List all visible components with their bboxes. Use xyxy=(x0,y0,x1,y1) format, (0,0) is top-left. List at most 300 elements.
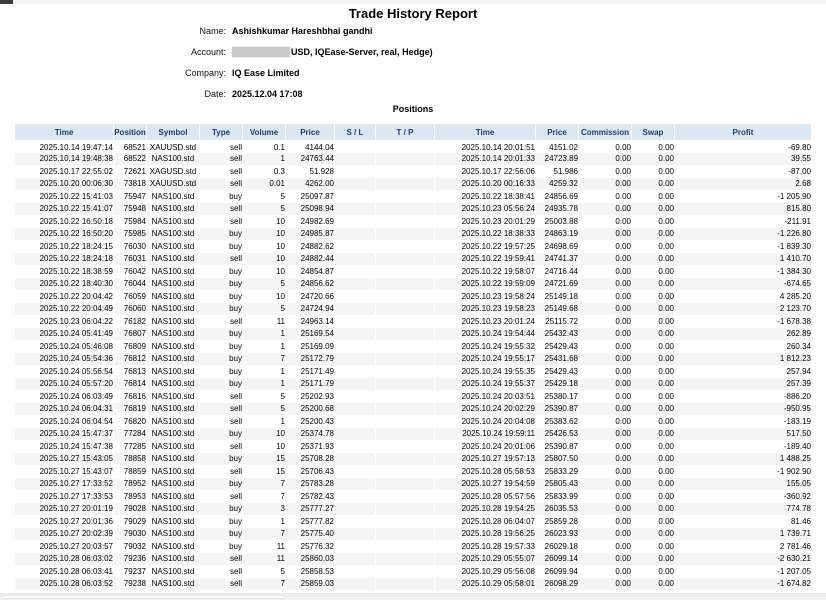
cell-type: buy xyxy=(200,190,242,203)
cell-tp xyxy=(376,578,434,591)
horizontal-scrollbar[interactable] xyxy=(0,594,826,600)
cell-volume: 1 xyxy=(243,515,285,528)
cell-swap: 0.00 xyxy=(632,265,674,278)
cell-sl xyxy=(335,278,375,291)
cell-price-close: 26099.94 xyxy=(536,565,578,578)
cell-position: 78859 xyxy=(114,465,146,478)
cell-time-close: 2025.10.28 06:04:07 xyxy=(435,515,535,528)
cell-price-open: 25706.43 xyxy=(286,465,334,478)
cell-swap: 0.00 xyxy=(632,290,674,303)
cell-time-close: 2025.10.24 19:55:35 xyxy=(435,365,535,378)
column-header-commission: Commission xyxy=(579,124,631,140)
cell-volume: 10 xyxy=(243,240,285,253)
cell-price-close: 25429.43 xyxy=(536,340,578,353)
cell-swap: 0.00 xyxy=(632,440,674,453)
cell-time-open: 2025.10.22 18:40:30 xyxy=(15,278,113,291)
cell-position: 76819 xyxy=(114,403,146,416)
cell-tp xyxy=(376,353,434,366)
cell-time-open: 2025.10.24 05:54:36 xyxy=(15,353,113,366)
cell-volume: 1 xyxy=(243,340,285,353)
column-header-position: Position xyxy=(114,124,146,140)
cell-price-close: 25390.87 xyxy=(536,440,578,453)
cell-type: buy xyxy=(200,303,242,316)
cell-tp xyxy=(376,315,434,328)
cell-sl xyxy=(335,340,375,353)
cell-time-close: 2025.10.23 19:58:23 xyxy=(435,303,535,316)
cell-sl xyxy=(335,453,375,466)
cell-swap: 0.00 xyxy=(632,165,674,178)
cell-position: 79236 xyxy=(114,553,146,566)
cell-sl xyxy=(335,253,375,266)
cell-sl xyxy=(335,328,375,341)
table-row xyxy=(15,390,811,403)
cell-price-close: 24856.69 xyxy=(536,190,578,203)
cell-position: 79032 xyxy=(114,540,146,553)
cell-volume: 1 xyxy=(243,378,285,391)
table-row xyxy=(15,415,811,428)
cell-tp xyxy=(376,365,434,378)
table-row xyxy=(15,478,811,491)
cell-profit: -1 839.30 xyxy=(675,240,811,253)
cell-tp xyxy=(376,403,434,416)
cell-volume: 5 xyxy=(243,390,285,403)
table-row xyxy=(15,378,811,391)
cell-time-open: 2025.10.24 15:47:38 xyxy=(15,440,113,453)
cell-sl xyxy=(335,153,375,166)
cell-type: sell xyxy=(200,178,242,191)
cell-profit: 4 285.20 xyxy=(675,290,811,303)
meta-row-company xyxy=(0,62,826,83)
table-row xyxy=(15,278,811,291)
cell-volume: 5 xyxy=(243,303,285,316)
cell-symbol: XAGUSD.std xyxy=(147,165,199,178)
cell-volume: 10 xyxy=(243,290,285,303)
cell-tp xyxy=(376,453,434,466)
cell-time-close: 2025.10.27 19:54:59 xyxy=(435,478,535,491)
cell-symbol: NAS100.std xyxy=(147,303,199,316)
cell-position: 76030 xyxy=(114,240,146,253)
table-row xyxy=(15,315,811,328)
cell-tp xyxy=(376,515,434,528)
cell-time-open: 2025.10.22 16:50:18 xyxy=(15,215,113,228)
cell-time-close: 2025.10.24 19:55:32 xyxy=(435,340,535,353)
cell-price-close: 26023.93 xyxy=(536,528,578,541)
cell-time-open: 2025.10.27 15:43:07 xyxy=(15,465,113,478)
cell-time-open: 2025.10.17 22:55:02 xyxy=(15,165,113,178)
cell-profit: 257.94 xyxy=(675,365,811,378)
cell-price-open: 24963.14 xyxy=(286,315,334,328)
top-edge-dark-segment xyxy=(0,0,13,4)
cell-profit: -360.92 xyxy=(675,490,811,503)
cell-type: buy xyxy=(200,453,242,466)
cell-swap: 0.00 xyxy=(632,140,674,153)
cell-symbol: NAS100.std xyxy=(147,265,199,278)
cell-price-open: 24982.69 xyxy=(286,215,334,228)
cell-price-open: 24856.62 xyxy=(286,278,334,291)
cell-commission: 0.00 xyxy=(579,228,631,241)
cell-profit: -211.91 xyxy=(675,215,811,228)
cell-sl xyxy=(335,515,375,528)
cell-symbol: NAS100.std xyxy=(147,228,199,241)
cell-sl xyxy=(335,440,375,453)
cell-commission: 0.00 xyxy=(579,353,631,366)
cell-price-close: 25807.50 xyxy=(536,453,578,466)
meta-row-date xyxy=(0,83,826,104)
cell-sl xyxy=(335,240,375,253)
cell-volume: 11 xyxy=(243,540,285,553)
cell-tp xyxy=(376,528,434,541)
cell-sl xyxy=(335,140,375,153)
cell-tp xyxy=(376,565,434,578)
column-header-time-open: Time xyxy=(15,124,113,140)
cell-profit: 1 488.25 xyxy=(675,453,811,466)
cell-time-open: 2025.10.14 19:48:38 xyxy=(15,153,113,166)
cell-profit: -1 902.90 xyxy=(675,465,811,478)
cell-swap: 0.00 xyxy=(632,503,674,516)
cell-time-close: 2025.10.22 19:59:09 xyxy=(435,278,535,291)
cell-time-open: 2025.10.28 06:03:02 xyxy=(15,553,113,566)
cell-price-close: 24863.19 xyxy=(536,228,578,241)
cell-swap: 0.00 xyxy=(632,428,674,441)
cell-tp xyxy=(376,190,434,203)
cell-sl xyxy=(335,465,375,478)
cell-time-close: 2025.10.23 19:58:24 xyxy=(435,290,535,303)
cell-time-close: 2025.10.20 00:16:33 xyxy=(435,178,535,191)
cell-position: 78953 xyxy=(114,490,146,503)
cell-tp xyxy=(376,428,434,441)
cell-price-close: 24935.78 xyxy=(536,203,578,216)
cell-type: sell xyxy=(200,440,242,453)
cell-type: buy xyxy=(200,290,242,303)
column-header-volume: Volume xyxy=(243,124,285,140)
cell-commission: 0.00 xyxy=(579,528,631,541)
cell-time-open: 2025.10.22 18:24:18 xyxy=(15,253,113,266)
cell-profit: 2 123.70 xyxy=(675,303,811,316)
cell-tp xyxy=(376,490,434,503)
cell-volume: 10 xyxy=(243,265,285,278)
table-row xyxy=(15,190,811,203)
cell-swap: 0.00 xyxy=(632,278,674,291)
table-row xyxy=(15,165,811,178)
cell-position: 77284 xyxy=(114,428,146,441)
cell-swap: 0.00 xyxy=(632,540,674,553)
cell-commission: 0.00 xyxy=(579,190,631,203)
cell-price-close: 51.986 xyxy=(536,165,578,178)
cell-price-open: 25374.78 xyxy=(286,428,334,441)
cell-commission: 0.00 xyxy=(579,265,631,278)
cell-price-close: 25426.53 xyxy=(536,428,578,441)
cell-sl xyxy=(335,178,375,191)
cell-swap: 0.00 xyxy=(632,228,674,241)
cell-commission: 0.00 xyxy=(579,478,631,491)
cell-commission: 0.00 xyxy=(579,440,631,453)
cell-price-open: 24763.44 xyxy=(286,153,334,166)
cell-symbol: NAS100.std xyxy=(147,565,199,578)
cell-commission: 0.00 xyxy=(579,578,631,591)
cell-price-close: 25431.68 xyxy=(536,353,578,366)
cell-symbol: NAS100.std xyxy=(147,328,199,341)
cell-time-open: 2025.10.20 00:06:30 xyxy=(15,178,113,191)
cell-time-close: 2025.10.24 20:02:29 xyxy=(435,403,535,416)
cell-tp xyxy=(376,478,434,491)
cell-symbol: NAS100.std xyxy=(147,153,199,166)
cell-time-close: 2025.10.17 22:56:06 xyxy=(435,165,535,178)
cell-price-open: 24882.62 xyxy=(286,240,334,253)
cell-price-open: 51.928 xyxy=(286,165,334,178)
cell-commission: 0.00 xyxy=(579,290,631,303)
cell-type: buy xyxy=(200,328,242,341)
table-row xyxy=(15,540,811,553)
table-row xyxy=(15,553,811,566)
cell-type: buy xyxy=(200,353,242,366)
cell-position: 75947 xyxy=(114,190,146,203)
table-row xyxy=(15,265,811,278)
cell-price-close: 25833.99 xyxy=(536,490,578,503)
cell-price-close: 25383.62 xyxy=(536,415,578,428)
cell-symbol: NAS100.std xyxy=(147,253,199,266)
cell-commission: 0.00 xyxy=(579,140,631,153)
cell-volume: 10 xyxy=(243,228,285,241)
cell-time-close: 2025.10.14 20:01:33 xyxy=(435,153,535,166)
cell-swap: 0.00 xyxy=(632,553,674,566)
column-header-tp: T / P xyxy=(376,124,434,140)
cell-sl xyxy=(335,478,375,491)
cell-price-close: 24698.69 xyxy=(536,240,578,253)
report-meta xyxy=(0,20,826,104)
cell-price-open: 25708.28 xyxy=(286,453,334,466)
table-row xyxy=(15,240,811,253)
table-row xyxy=(15,503,811,516)
cell-sl xyxy=(335,290,375,303)
cell-type: sell xyxy=(200,315,242,328)
cell-time-close: 2025.10.22 18:38:41 xyxy=(435,190,535,203)
cell-tp xyxy=(376,228,434,241)
cell-type: sell xyxy=(200,490,242,503)
cell-sl xyxy=(335,215,375,228)
column-header-symbol: Symbol xyxy=(147,124,199,140)
column-header-price-close: Price xyxy=(536,124,578,140)
cell-type: buy xyxy=(200,540,242,553)
cell-time-close: 2025.10.24 20:01:06 xyxy=(435,440,535,453)
cell-profit: 2.68 xyxy=(675,178,811,191)
cell-tp xyxy=(376,465,434,478)
cell-time-close: 2025.10.29 05:56:08 xyxy=(435,565,535,578)
cell-volume: 11 xyxy=(243,553,285,566)
cell-time-close: 2025.10.28 19:54:25 xyxy=(435,503,535,516)
cell-sl xyxy=(335,540,375,553)
cell-volume: 0.3 xyxy=(243,165,285,178)
meta-row-account xyxy=(0,41,826,62)
cell-tp xyxy=(376,503,434,516)
cell-volume: 7 xyxy=(243,528,285,541)
cell-time-open: 2025.10.28 06:03:52 xyxy=(15,578,113,591)
cell-profit: 2 781.46 xyxy=(675,540,811,553)
cell-symbol: NAS100.std xyxy=(147,503,199,516)
cell-price-close: 24716.44 xyxy=(536,265,578,278)
cell-tp xyxy=(376,440,434,453)
name-label: Name: xyxy=(199,25,226,36)
cell-time-open: 2025.10.27 20:03:57 xyxy=(15,540,113,553)
cell-time-close: 2025.10.29 05:55:07 xyxy=(435,553,535,566)
cell-symbol: NAS100.std xyxy=(147,203,199,216)
cell-profit: -1 678.38 xyxy=(675,315,811,328)
cell-price-open: 25172.79 xyxy=(286,353,334,366)
table-row xyxy=(15,253,811,266)
cell-sl xyxy=(335,303,375,316)
cell-type: buy xyxy=(200,515,242,528)
table-row xyxy=(15,303,811,316)
cell-sl xyxy=(335,415,375,428)
cell-price-open: 25775.40 xyxy=(286,528,334,541)
cell-tp xyxy=(376,240,434,253)
cell-symbol: NAS100.std xyxy=(147,190,199,203)
cell-position: 79237 xyxy=(114,565,146,578)
cell-type: sell xyxy=(200,153,242,166)
column-header-profit: Profit xyxy=(675,124,811,140)
table-header-row xyxy=(15,124,811,140)
cell-position: 76807 xyxy=(114,328,146,341)
cell-sl xyxy=(335,315,375,328)
cell-time-open: 2025.10.24 15:47:37 xyxy=(15,428,113,441)
cell-sl xyxy=(335,528,375,541)
cell-profit: -1 384.30 xyxy=(675,265,811,278)
cell-commission: 0.00 xyxy=(579,378,631,391)
cell-type: sell xyxy=(200,215,242,228)
cell-symbol: NAS100.std xyxy=(147,465,199,478)
cell-swap: 0.00 xyxy=(632,415,674,428)
meta-row-name xyxy=(0,20,826,41)
cell-time-open: 2025.10.27 17:33:52 xyxy=(15,478,113,491)
cell-time-close: 2025.10.22 19:57:25 xyxy=(435,240,535,253)
cell-sl xyxy=(335,203,375,216)
cell-price-open: 25777.82 xyxy=(286,515,334,528)
cell-tp xyxy=(376,165,434,178)
cell-time-close: 2025.10.24 19:55:17 xyxy=(435,353,535,366)
table-row xyxy=(15,365,811,378)
cell-sl xyxy=(335,403,375,416)
cell-type: buy xyxy=(200,503,242,516)
cell-sl xyxy=(335,390,375,403)
cell-tp xyxy=(376,215,434,228)
cell-sl xyxy=(335,553,375,566)
column-header-time-close: Time xyxy=(435,124,535,140)
cell-type: sell xyxy=(200,553,242,566)
cell-profit: -183.19 xyxy=(675,415,811,428)
cell-commission: 0.00 xyxy=(579,540,631,553)
cell-position: 68521 xyxy=(114,140,146,153)
cell-price-open: 25098.94 xyxy=(286,203,334,216)
cell-volume: 15 xyxy=(243,465,285,478)
account-number-redaction xyxy=(232,47,290,57)
cell-tp xyxy=(376,553,434,566)
cell-symbol: NAS100.std xyxy=(147,415,199,428)
table-row xyxy=(15,353,811,366)
cell-price-close: 25149.18 xyxy=(536,290,578,303)
cell-time-close: 2025.10.23 20:01:24 xyxy=(435,315,535,328)
cell-price-open: 25783.28 xyxy=(286,478,334,491)
cell-commission: 0.00 xyxy=(579,253,631,266)
cell-commission: 0.00 xyxy=(579,553,631,566)
cell-volume: 1 xyxy=(243,153,285,166)
cell-price-close: 25429.43 xyxy=(536,365,578,378)
cell-volume: 0.01 xyxy=(243,178,285,191)
cell-swap: 0.00 xyxy=(632,353,674,366)
cell-sl xyxy=(335,165,375,178)
cell-sl xyxy=(335,578,375,591)
account-value xyxy=(232,47,433,57)
cell-swap: 0.00 xyxy=(632,565,674,578)
cell-time-open: 2025.10.24 05:57:20 xyxy=(15,378,113,391)
cell-swap: 0.00 xyxy=(632,390,674,403)
cell-time-close: 2025.10.27 19:57:13 xyxy=(435,453,535,466)
cell-time-close: 2025.10.28 05:57:56 xyxy=(435,490,535,503)
cell-price-open: 25371.93 xyxy=(286,440,334,453)
positions-table xyxy=(14,124,812,590)
cell-symbol: NAS100.std xyxy=(147,478,199,491)
cell-swap: 0.00 xyxy=(632,203,674,216)
cell-commission: 0.00 xyxy=(579,565,631,578)
cell-time-close: 2025.10.24 20:03:51 xyxy=(435,390,535,403)
table-body xyxy=(15,140,811,590)
cell-position: 75984 xyxy=(114,215,146,228)
cell-sl xyxy=(335,490,375,503)
cell-time-open: 2025.10.22 18:24:15 xyxy=(15,240,113,253)
cell-time-close: 2025.10.22 18:38:33 xyxy=(435,228,535,241)
cell-volume: 0.1 xyxy=(243,140,285,153)
cell-sl xyxy=(335,503,375,516)
cell-volume: 5 xyxy=(243,203,285,216)
cell-profit: -1 205.90 xyxy=(675,190,811,203)
cell-volume: 5 xyxy=(243,190,285,203)
cell-type: buy xyxy=(200,378,242,391)
cell-type: buy xyxy=(200,228,242,241)
cell-type: sell xyxy=(200,465,242,478)
cell-sl xyxy=(335,565,375,578)
cell-profit: -1 674.82 xyxy=(675,578,811,591)
horizontal-scrollbar-thumb[interactable] xyxy=(1,595,285,599)
cell-time-open: 2025.10.27 17:33:53 xyxy=(15,490,113,503)
cell-type: buy xyxy=(200,278,242,291)
cell-symbol: NAS100.std xyxy=(147,215,199,228)
cell-symbol: NAS100.std xyxy=(147,315,199,328)
cell-symbol: NAS100.std xyxy=(147,353,199,366)
cell-swap: 0.00 xyxy=(632,240,674,253)
cell-type: buy xyxy=(200,478,242,491)
cell-symbol: NAS100.std xyxy=(147,365,199,378)
cell-tp xyxy=(376,253,434,266)
table-row xyxy=(15,340,811,353)
cell-time-open: 2025.10.22 18:38:59 xyxy=(15,265,113,278)
cell-swap: 0.00 xyxy=(632,403,674,416)
cell-price-open: 24854.87 xyxy=(286,265,334,278)
cell-time-close: 2025.10.24 19:55:37 xyxy=(435,378,535,391)
cell-type: sell xyxy=(200,390,242,403)
cell-commission: 0.00 xyxy=(579,278,631,291)
cell-volume: 10 xyxy=(243,215,285,228)
cell-volume: 7 xyxy=(243,478,285,491)
cell-price-open: 25200.43 xyxy=(286,415,334,428)
cell-commission: 0.00 xyxy=(579,303,631,316)
cell-time-close: 2025.10.22 19:59:41 xyxy=(435,253,535,266)
cell-type: sell xyxy=(200,565,242,578)
cell-position: 79030 xyxy=(114,528,146,541)
cell-symbol: NAS100.std xyxy=(147,378,199,391)
cell-position: 76044 xyxy=(114,278,146,291)
cell-profit: 774.78 xyxy=(675,503,811,516)
cell-price-open: 25860.03 xyxy=(286,553,334,566)
table-row xyxy=(15,178,811,191)
column-header-swap: Swap xyxy=(632,124,674,140)
